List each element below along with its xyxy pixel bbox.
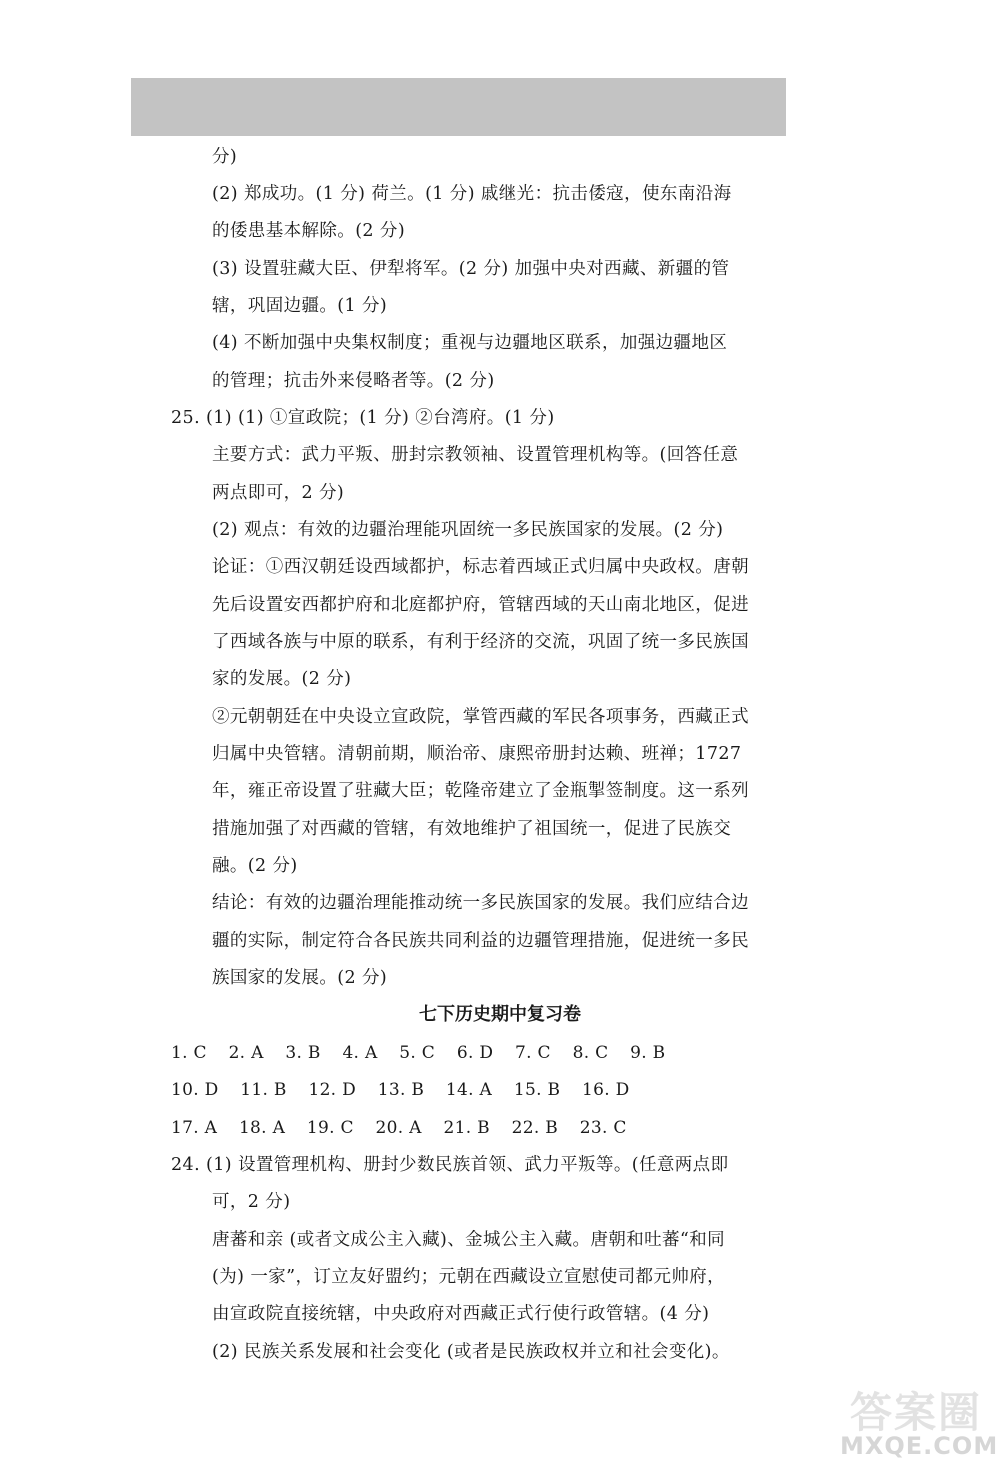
answer-item: 20. A <box>375 1118 422 1138</box>
answer-item: 4. A <box>342 1043 378 1063</box>
text-line: 分) <box>212 147 238 167</box>
answer-row <box>171 1079 646 1101</box>
answer-item: 1. C <box>171 1043 207 1063</box>
answer-row <box>171 1117 643 1139</box>
text-line: (为) 一家”，订立友好盟约；元朝在西藏设立宣慰使司都元帅府， <box>212 1267 726 1287</box>
text-line: 辖，巩固边疆。(1 分) <box>212 296 388 316</box>
text-line: 年，雍正帝设置了驻藏大臣；乾隆帝建立了金瓶掣签制度。这一系列 <box>212 781 749 801</box>
text-line: 疆的实际，制定符合各民族共同利益的边疆管理措施，促进统一多民 <box>212 931 749 951</box>
answer-item: 23. C <box>579 1118 627 1138</box>
answer-item: 9. B <box>630 1043 666 1063</box>
text-line: 论证：①西汉朝廷设西域都护，标志着西域正式归属中央政权。唐朝 <box>212 557 749 577</box>
answer-row <box>171 1042 681 1064</box>
answer-item: 7. C <box>515 1043 551 1063</box>
watermark <box>840 1380 999 1465</box>
text-line: 措施加强了对西藏的管辖，有效地维护了祖国统一，促进了民族交 <box>212 819 732 839</box>
watermark-site: MXQE.COM <box>840 1432 999 1460</box>
text-line: (2) 民族关系发展和社会变化 (或者是民族政权并立和社会变化)。 <box>212 1342 730 1362</box>
watermark-logo: 答案圈 <box>850 1388 983 1437</box>
answer-item: 10. D <box>171 1080 219 1100</box>
answer-item: 11. B <box>240 1080 287 1100</box>
text-line: 融。(2 分) <box>212 856 298 876</box>
text-line: 主要方式：武力平叛、册封宗教领袖、设置管理机构等。(回答任意 <box>212 445 739 465</box>
answer-item: 13. B <box>377 1080 425 1100</box>
answer-item: 16. D <box>582 1080 630 1100</box>
answer-item: 22. B <box>511 1118 559 1138</box>
answer-item: 14. A <box>445 1080 493 1100</box>
answer-item: 12. D <box>308 1080 357 1100</box>
text-line: 了西域各族与中原的联系，有利于经济的交流，巩固了统一多民族国 <box>212 632 749 652</box>
text-line: (4) 不断加强中央集权制度；重视与边疆地区联系，加强边疆地区 <box>212 333 728 353</box>
text-line: 两点即可，2 分) <box>212 483 345 503</box>
text-line: 唐蕃和亲 (或者文成公主入藏)、金城公主入藏。唐朝和吐蕃“和同 <box>212 1230 726 1250</box>
text-line: 族国家的发展。(2 分) <box>212 968 388 988</box>
answer-item: 17. A <box>171 1118 218 1138</box>
header-band <box>131 78 786 136</box>
answer-item: 3. B <box>285 1043 321 1063</box>
answer-item: 21. B <box>443 1118 490 1138</box>
text-line: 的倭患基本解除。(2 分) <box>212 221 406 241</box>
text-line: (2) 郑成功。(1 分) 荷兰。(1 分) 戚继光：抗击倭寇，使东南沿海 <box>212 184 732 204</box>
answer-item: 15. B <box>513 1080 561 1100</box>
question-25-line: 25. (1) (1) ①宣政院；(1 分) ②台湾府。(1 分) <box>171 408 555 428</box>
question-24-line: 24. (1) 设置管理机构、册封少数民族首领、武力平叛等。(任意两点即 <box>171 1155 729 1175</box>
answer-item: 6. D <box>456 1043 494 1063</box>
text-line: (3) 设置驻藏大臣、伊犁将军。(2 分) 加强中央对西藏、新疆的管 <box>212 259 730 279</box>
answer-item: 2. A <box>228 1043 264 1063</box>
answer-item: 19. C <box>306 1118 354 1138</box>
section-title: 七下历史期中复习卷 <box>419 1004 581 1025</box>
text-line: 先后设置安西都护府和北庭都护府，管辖西域的天山南北地区，促进 <box>212 595 749 615</box>
text-line: ②元朝朝廷在中央设立宣政院，掌管西藏的军民各项事务，西藏正式 <box>212 707 749 727</box>
text-line: 结论：有效的边疆治理能推动统一多民族国家的发展。我们应结合边 <box>212 893 749 913</box>
text-line: 归属中央管辖。清朝前期，顺治帝、康熙帝册封达赖、班禅；1727 <box>212 744 742 764</box>
answer-item: 18. A <box>238 1118 286 1138</box>
text-line: 的管理；抗击外来侵略者等。(2 分) <box>212 371 495 391</box>
text-line: 家的发展。(2 分) <box>212 669 352 689</box>
answer-item: 5. C <box>399 1043 436 1063</box>
text-line: 由宣政院直接统辖，中央政府对西藏正式行使行政管辖。(4 分) <box>212 1304 710 1324</box>
text-line: 可，2 分) <box>212 1192 291 1212</box>
text-line: (2) 观点：有效的边疆治理能巩固统一多民族国家的发展。(2 分) <box>212 520 724 540</box>
answer-item: 8. C <box>572 1043 609 1063</box>
